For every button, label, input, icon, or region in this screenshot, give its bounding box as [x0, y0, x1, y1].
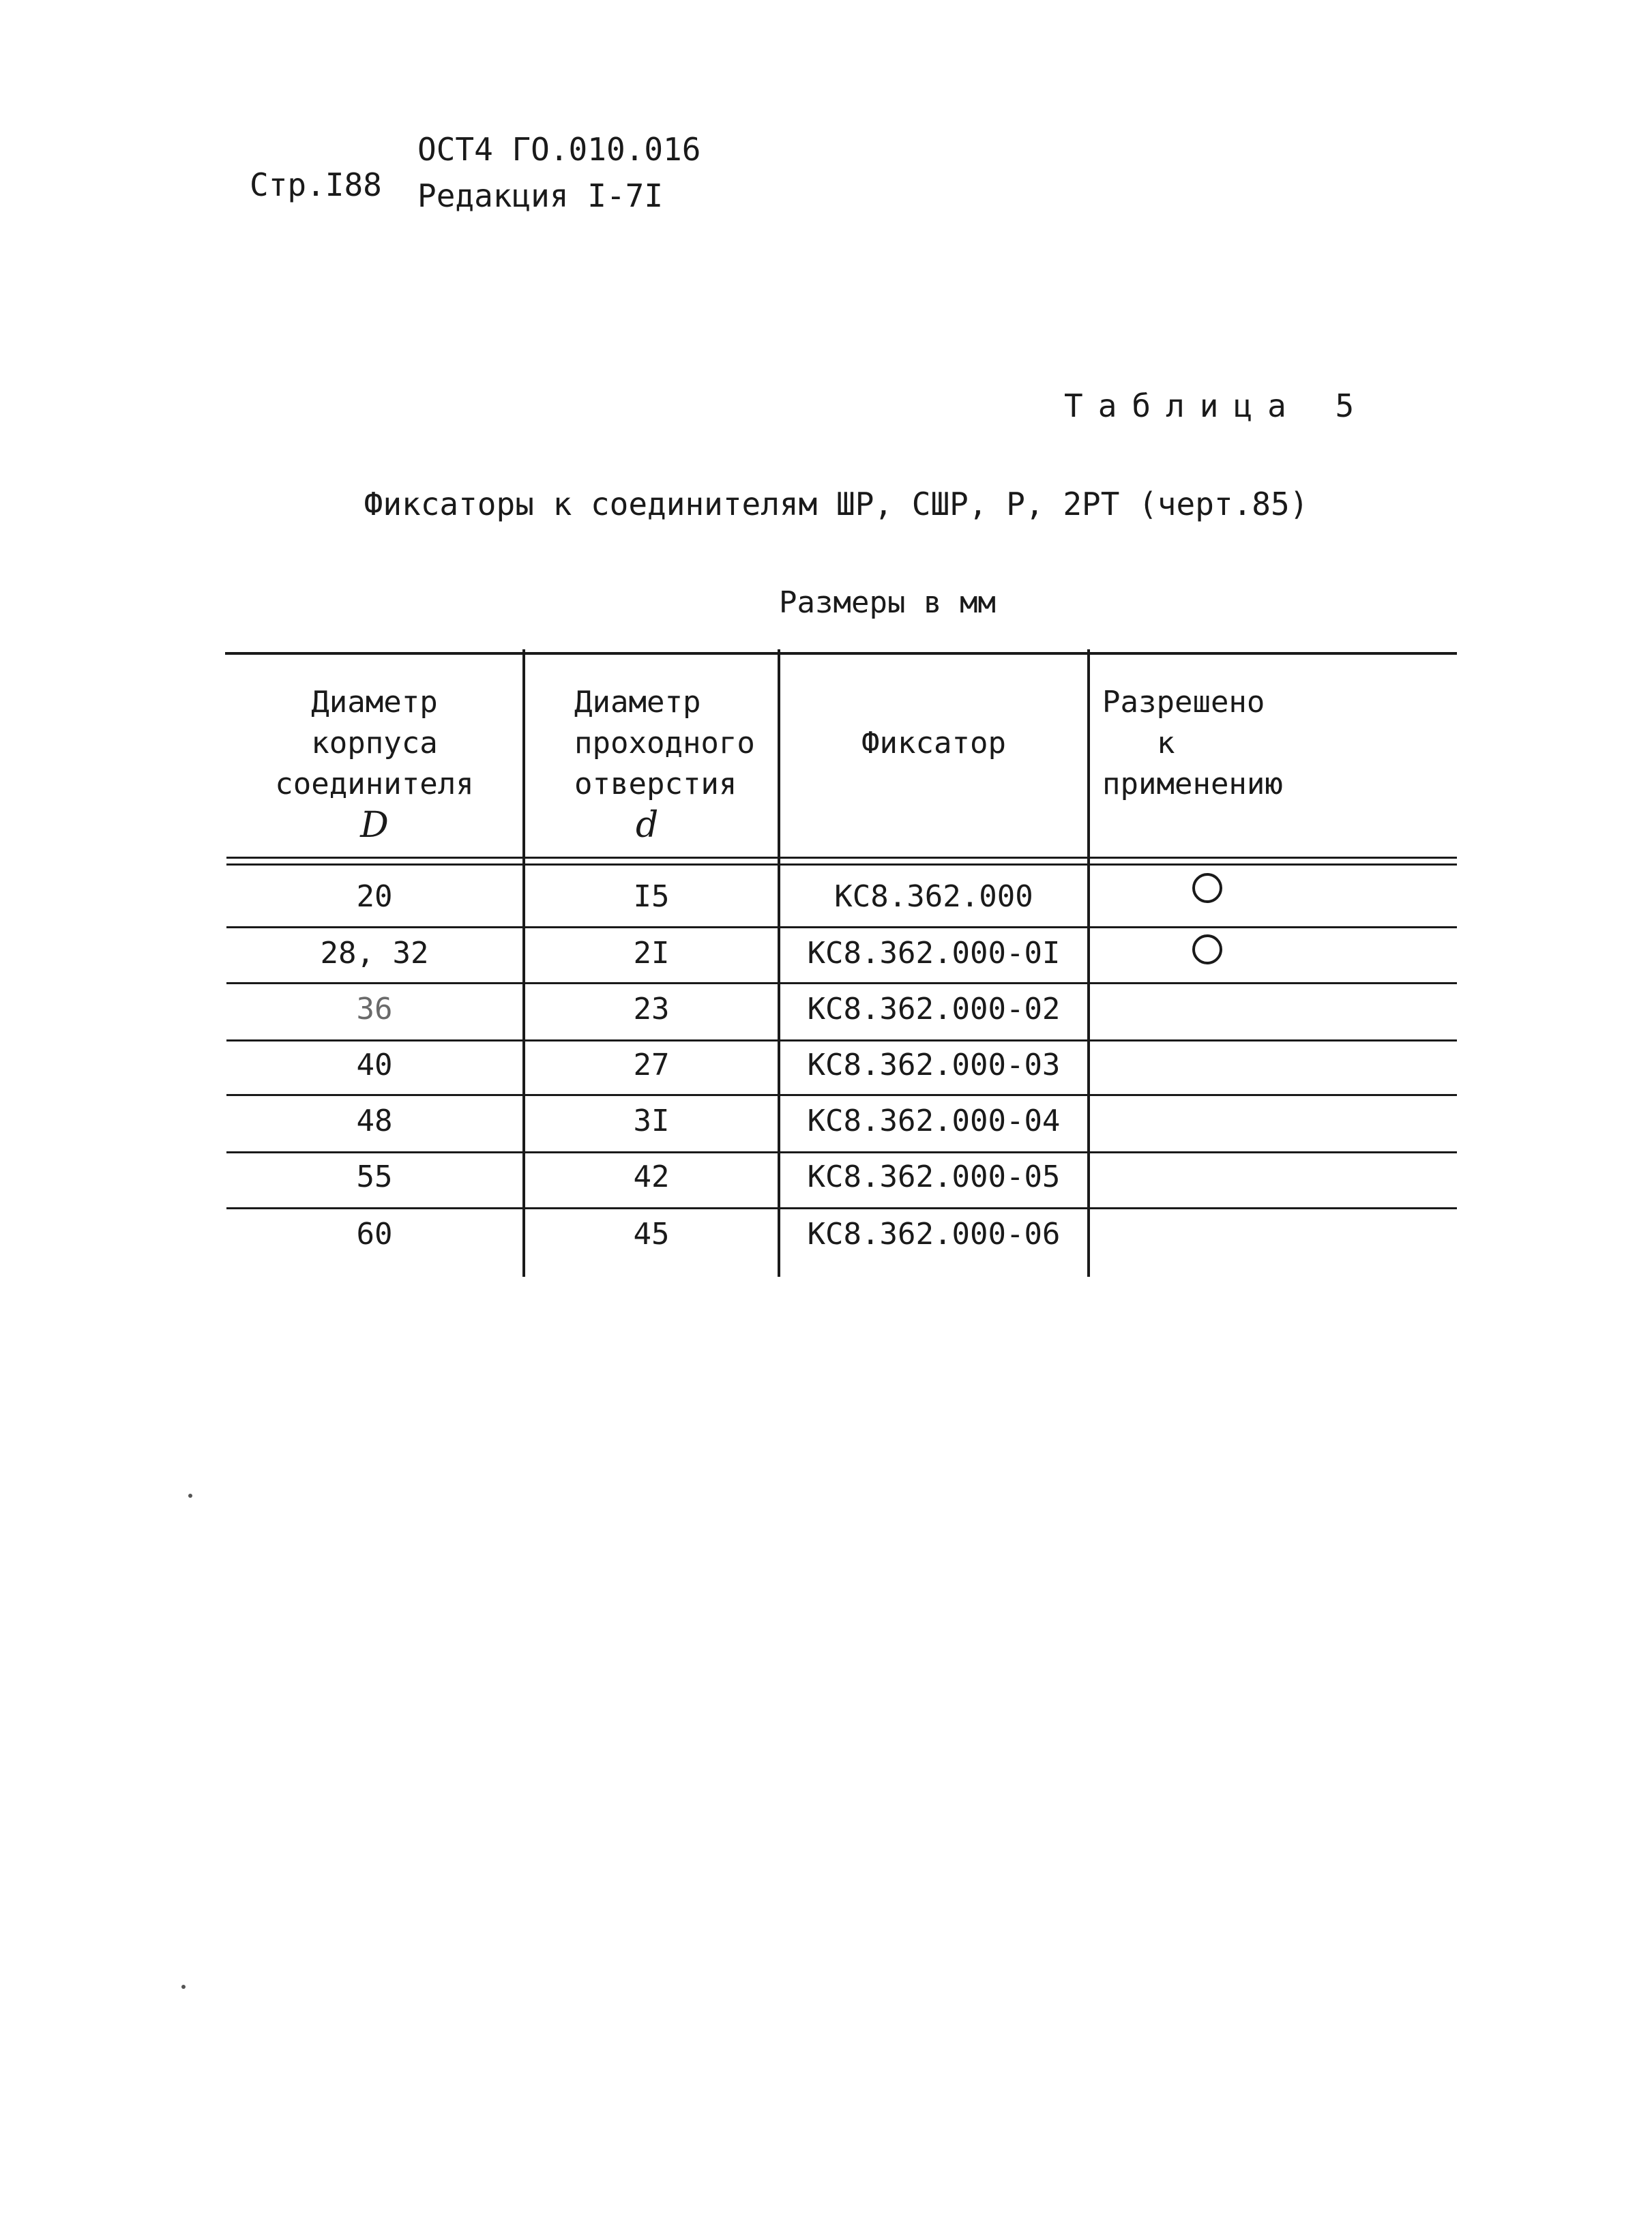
header-rule-1: [226, 857, 1457, 859]
allowed-mark-icon: [1192, 873, 1222, 903]
table-caption: Фиксаторы к соединителям ШР, СШР, Р, 2РТ (черт.85): [364, 486, 1309, 522]
table-top-rule: [225, 652, 1457, 655]
cell-D: 60: [356, 1217, 393, 1252]
row-rule: [226, 926, 1457, 928]
cell-fixator: КС8.362.000: [834, 879, 1033, 914]
header-line: Диаметр: [311, 685, 438, 720]
header-line: Диаметр: [574, 685, 701, 720]
header-line: применению: [1102, 767, 1283, 801]
cell-d: 2I: [633, 936, 670, 971]
cell-d: 27: [633, 1048, 670, 1082]
symbol-d: d: [636, 805, 659, 846]
header-line: Разрешено: [1102, 685, 1265, 720]
table-label: Таблица 5: [1064, 387, 1370, 424]
header-line: соединителя: [275, 767, 474, 801]
cell-D: 40: [356, 1048, 393, 1082]
cell-fixator: КС8.362.000-0I: [807, 936, 1061, 971]
scan-speck: [181, 1985, 186, 1989]
scan-speck: [188, 1494, 192, 1498]
cell-D: 20: [356, 879, 393, 914]
col-header-allowed: [1102, 682, 1361, 805]
cell-d: I5: [633, 879, 670, 914]
cell-fixator: КС8.362.000-05: [807, 1159, 1061, 1194]
cell-D: 28, 32: [320, 936, 429, 971]
standard-number: ОСТ4 ГО.010.016: [417, 131, 701, 168]
row-rule: [226, 1039, 1457, 1041]
cell-D: 48: [356, 1104, 393, 1138]
header-rule-2: [226, 863, 1457, 866]
header-line: Фиксатор: [861, 726, 1006, 760]
row-rule: [226, 1094, 1457, 1096]
row-rule: [226, 982, 1457, 984]
cell-d: 45: [633, 1217, 670, 1252]
header-line: к: [1157, 726, 1175, 760]
cell-D: 55: [356, 1159, 393, 1194]
col-header-body-diameter: [228, 682, 521, 846]
cell-fixator: КС8.362.000-04: [807, 1104, 1061, 1138]
cell-D: 36: [356, 992, 393, 1026]
header-line: отверстия: [574, 767, 737, 801]
header-line: корпуса: [311, 726, 438, 760]
symbol-D: D: [360, 805, 389, 846]
cell-fixator: КС8.362.000-02: [807, 992, 1061, 1026]
cell-fixator: КС8.362.000-03: [807, 1048, 1061, 1082]
col-divider-3: [1087, 649, 1090, 1277]
row-rule: [226, 1151, 1457, 1153]
units-note: Размеры в мм: [779, 585, 996, 620]
header-line: проходного: [574, 726, 755, 760]
col-header-fixator: [782, 723, 1086, 764]
cell-fixator: КС8.362.000-06: [807, 1217, 1061, 1252]
page-number: Стр.I88: [250, 166, 382, 203]
row-rule: [226, 1207, 1457, 1209]
edition: Редакция I-7I: [417, 177, 664, 214]
cell-d: 3I: [633, 1104, 670, 1138]
col-header-bore-diameter: [574, 682, 772, 846]
allowed-mark-icon: [1192, 934, 1222, 964]
col-divider-2: [778, 649, 780, 1277]
cell-d: 23: [633, 992, 670, 1026]
cell-d: 42: [633, 1159, 670, 1194]
